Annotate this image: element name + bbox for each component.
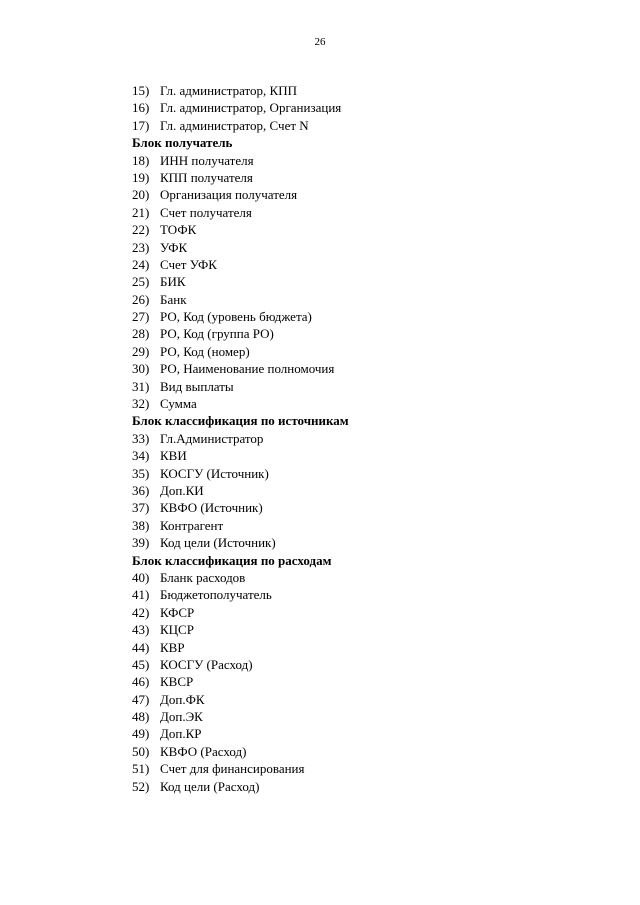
list-item-text: Доп.ФК [160, 691, 205, 707]
section-heading: Блок классификация по расходам [132, 552, 332, 568]
field-list [132, 82, 592, 795]
list-item-text: Доп.ЭК [160, 709, 203, 725]
list-item [132, 239, 592, 256]
list-item-text: Код цели (Источник) [160, 535, 276, 551]
list-item [132, 395, 592, 412]
list-item-text: Гл. администратор, Организация [160, 100, 342, 116]
list-item-number: 21) [132, 204, 150, 220]
list-item [132, 447, 592, 464]
list-item [132, 325, 592, 342]
list-item [132, 186, 592, 203]
list-item-number: 36) [132, 482, 150, 498]
list-item-number: 17) [132, 117, 150, 133]
page-number: 26 [314, 36, 326, 48]
list-item [132, 360, 592, 377]
list-item-text: КВФО (Источник) [160, 500, 263, 516]
list-item-text: Организация получателя [160, 187, 298, 203]
list-item-text: Доп.КИ [160, 482, 204, 498]
list-item [132, 604, 592, 621]
list-item-number: 35) [132, 465, 150, 481]
list-item-number: 34) [132, 448, 150, 464]
list-item [132, 152, 592, 169]
list-item-text: Гл. администратор, КПП [160, 83, 298, 98]
list-item-text: Гл. администратор, Счет N [160, 117, 309, 133]
list-item-text: КФСР [160, 604, 195, 620]
list-item-text: Счет получателя [160, 204, 252, 220]
list-item-number: 16) [132, 100, 150, 116]
list-item-number: 47) [132, 691, 150, 707]
list-item-number: 32) [132, 396, 150, 412]
list-item-number: 31) [132, 378, 150, 394]
list-item [132, 273, 592, 290]
list-item-number: 41) [132, 587, 150, 603]
list-item-number: 22) [132, 222, 150, 238]
list-item [132, 760, 592, 777]
list-item [132, 204, 592, 221]
list-item-number: 15) [132, 83, 150, 98]
list-item-number: 37) [132, 500, 150, 516]
list-item [132, 482, 592, 499]
list-item-number: 19) [132, 169, 150, 185]
list-item-number: 29) [132, 343, 150, 359]
list-item-number: 30) [132, 361, 150, 377]
list-item [132, 430, 592, 447]
list-item-text: Счет УФК [160, 256, 217, 272]
list-item-text: Бланк расходов [160, 569, 246, 585]
list-item-number: 28) [132, 326, 150, 342]
list-item [132, 708, 592, 725]
list-item [132, 778, 592, 795]
list-item-text: Код цели (Расход) [160, 778, 260, 794]
section-heading: Блок получатель [132, 135, 233, 151]
list-item [132, 673, 592, 690]
list-item [132, 743, 592, 760]
list-item-text: КВИ [160, 448, 187, 464]
list-item [132, 691, 592, 708]
list-item [132, 343, 592, 360]
list-item-text: КОСГУ (Источник) [160, 465, 269, 481]
list-item-text: ТОФК [160, 222, 197, 238]
list-item-text: Бюджетополучатель [160, 587, 272, 603]
list-item-number: 48) [132, 709, 150, 725]
list-item-text: Банк [160, 291, 187, 307]
list-item [132, 621, 592, 638]
list-item-text: Гл.Администратор [160, 430, 264, 446]
list-item-number: 23) [132, 239, 150, 255]
list-item-number: 33) [132, 430, 150, 446]
list-item [132, 517, 592, 534]
list-item-text: ИНН получателя [160, 152, 254, 168]
list-item-text: РО, Наименование полномочия [160, 361, 335, 377]
list-item-number: 24) [132, 256, 150, 272]
list-item [132, 291, 592, 308]
list-item [132, 465, 592, 482]
list-item-text: БИК [160, 274, 186, 290]
list-item-number: 52) [132, 778, 150, 794]
list-item-number: 43) [132, 622, 150, 638]
list-item [132, 82, 592, 99]
list-item [132, 221, 592, 238]
list-item-number: 49) [132, 726, 150, 742]
list-item-number: 44) [132, 639, 150, 655]
list-item-text: КВСР [160, 674, 194, 690]
list-item [132, 725, 592, 742]
list-item-number: 20) [132, 187, 150, 203]
list-item-text: РО, Код (группа РО) [160, 326, 274, 342]
list-item [132, 117, 592, 134]
list-item-text: Счет для финансирования [160, 761, 305, 777]
list-item-text: КВР [160, 639, 185, 655]
list-item [132, 499, 592, 516]
list-item [132, 378, 592, 395]
list-item-text: Вид выплаты [160, 378, 234, 394]
list-item [132, 656, 592, 673]
list-item-text: УФК [160, 239, 188, 255]
list-item-number: 18) [132, 152, 150, 168]
list-item-number: 46) [132, 674, 150, 690]
list-item-number: 40) [132, 569, 150, 585]
list-item-number: 45) [132, 656, 150, 672]
list-item-text: КВФО (Расход) [160, 743, 247, 759]
list-item-text: РО, Код (уровень бюджета) [160, 309, 312, 325]
list-item [132, 99, 592, 116]
list-item [132, 534, 592, 551]
list-item-number: 50) [132, 743, 150, 759]
list-item-text: КЦСР [160, 622, 194, 638]
list-item [132, 169, 592, 186]
section-heading: Блок классификация по источникам [132, 413, 349, 429]
list-item-number: 38) [132, 517, 150, 533]
list-item-text: КОСГУ (Расход) [160, 656, 253, 672]
list-item-number: 27) [132, 309, 150, 325]
list-item [132, 308, 592, 325]
list-item-number: 42) [132, 604, 150, 620]
list-item-number: 26) [132, 291, 150, 307]
list-item-number: 25) [132, 274, 150, 290]
list-item-text: Контрагент [160, 517, 224, 533]
list-item [132, 586, 592, 603]
list-item-text: Сумма [160, 396, 197, 412]
list-item [132, 256, 592, 273]
list-item-text: РО, Код (номер) [160, 343, 250, 359]
list-item [132, 569, 592, 586]
list-item-number: 51) [132, 761, 150, 777]
list-item-text: КПП получателя [160, 169, 253, 185]
list-item-number: 39) [132, 535, 150, 551]
list-item [132, 639, 592, 656]
list-item-text: Доп.КР [160, 726, 202, 742]
